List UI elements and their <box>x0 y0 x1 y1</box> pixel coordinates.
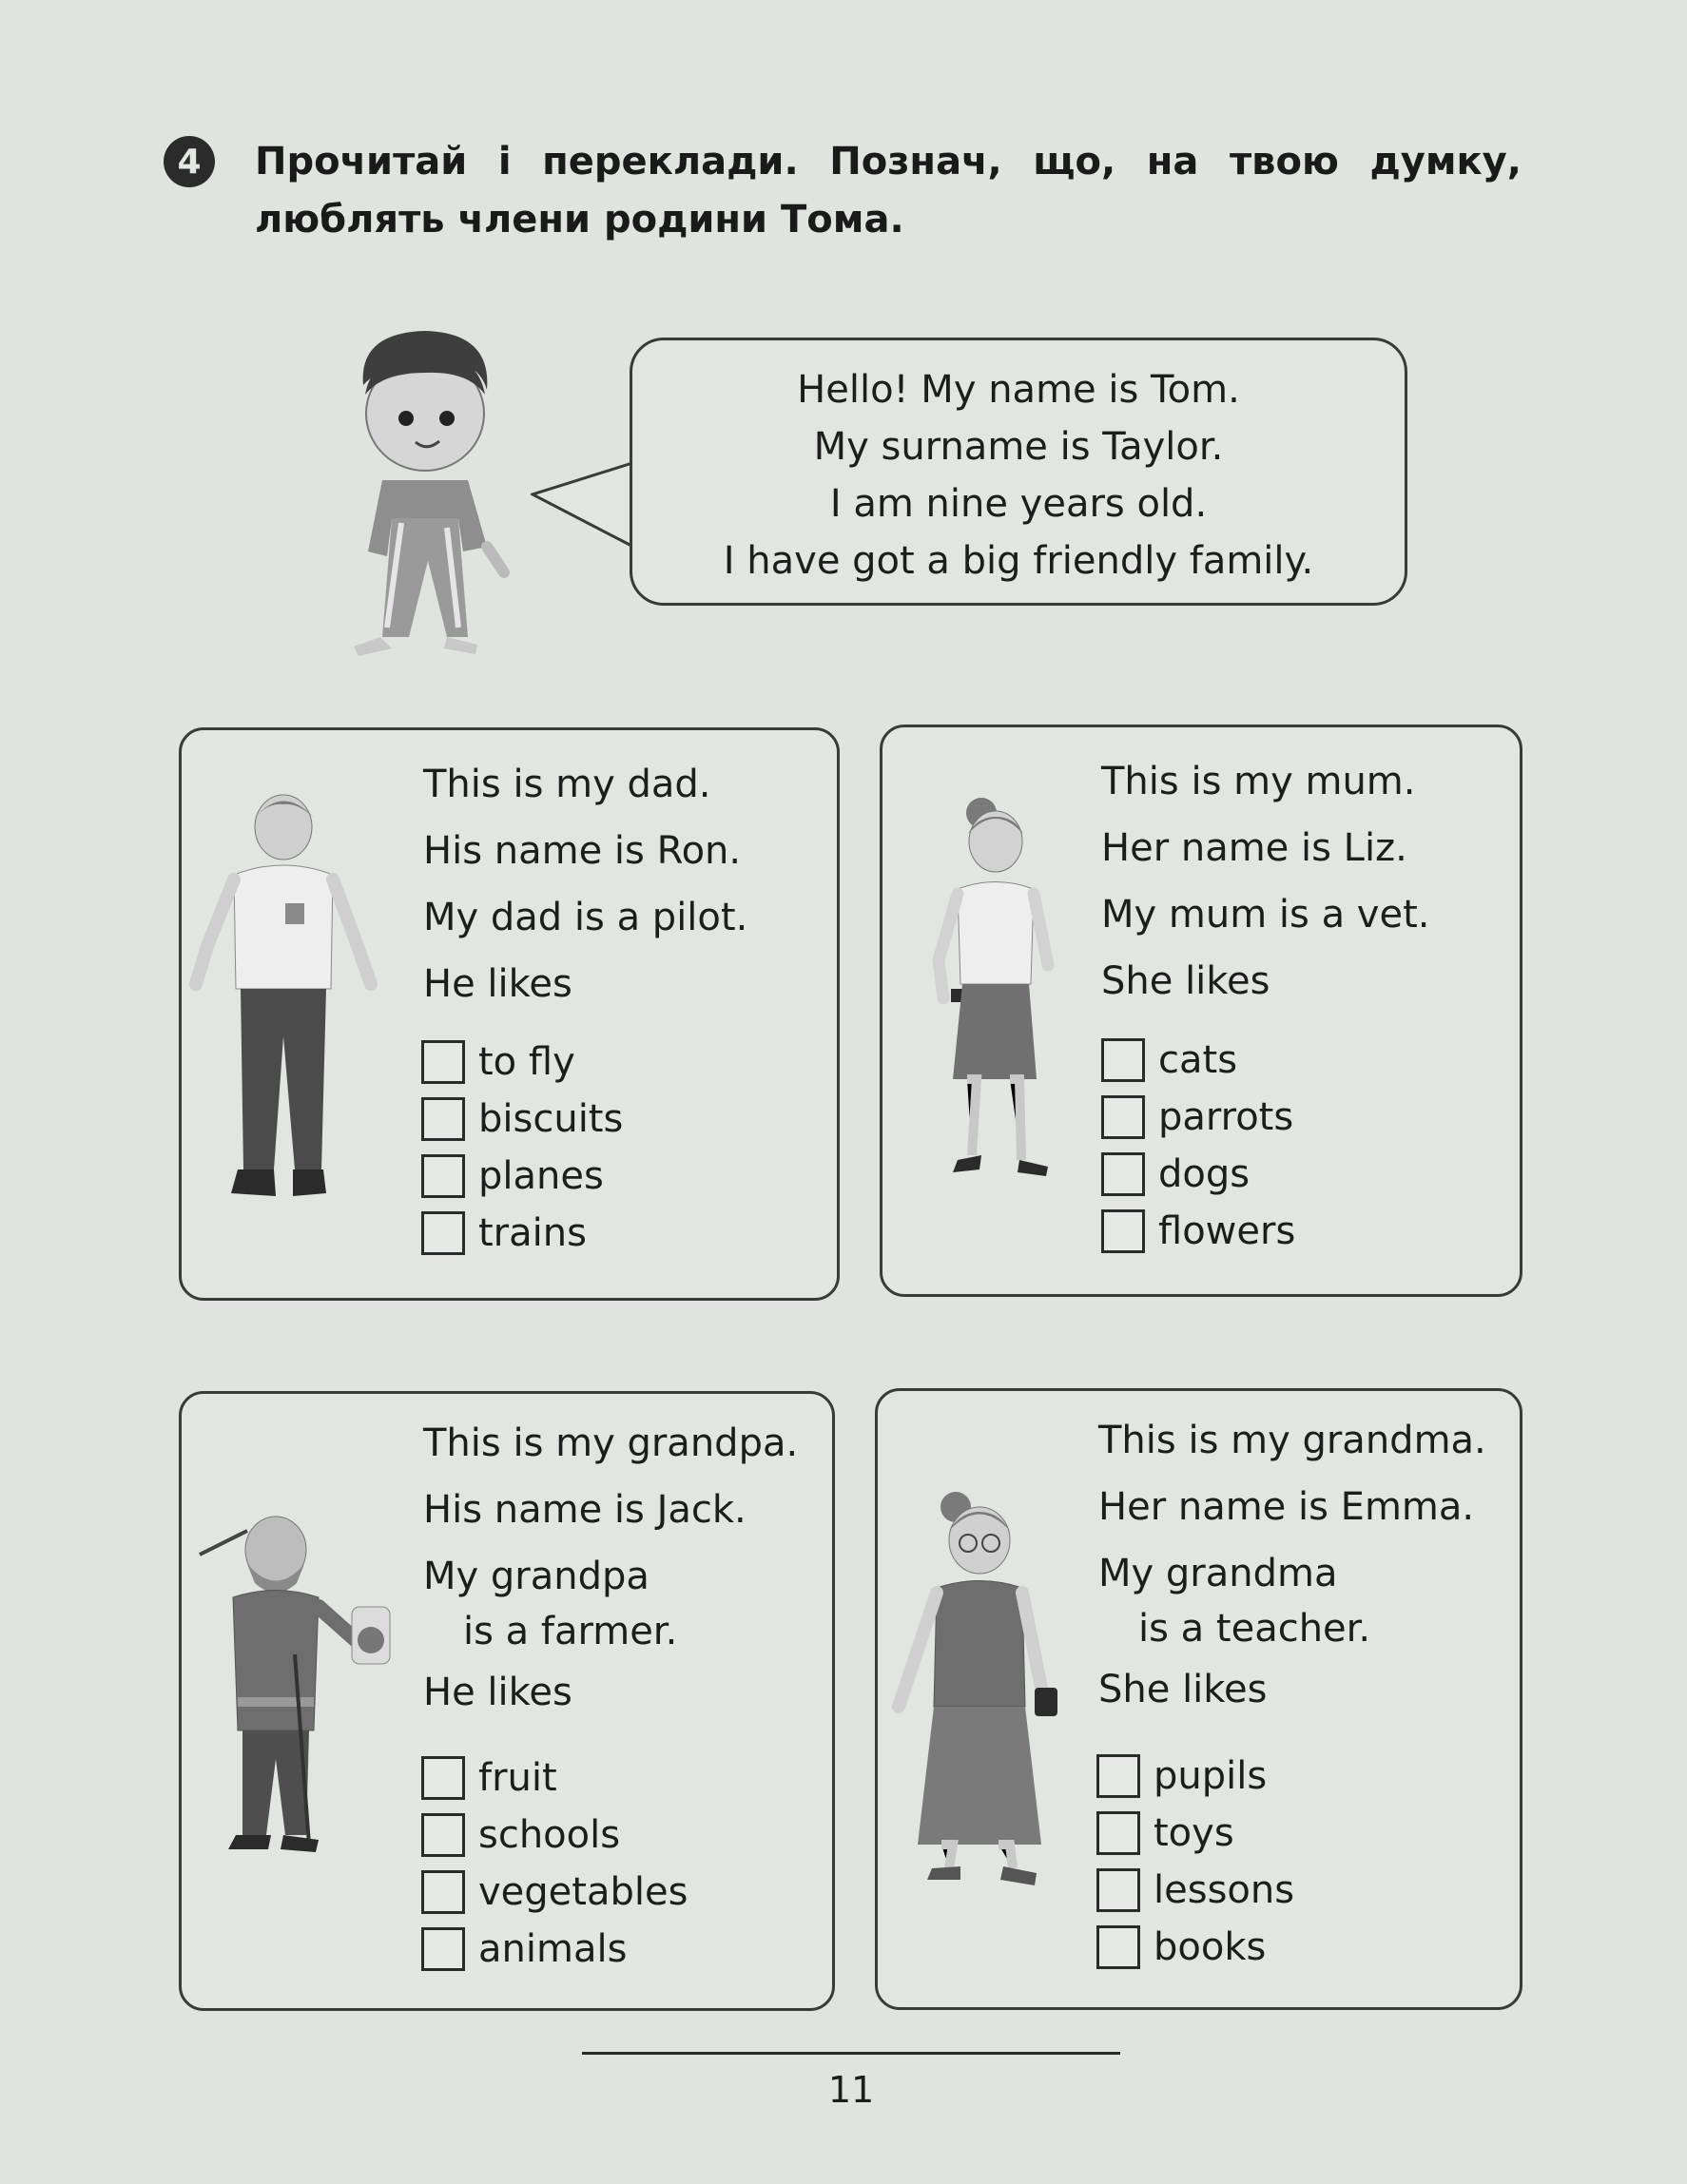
instruction-word: що, <box>1033 140 1116 184</box>
intro-line: I am nine years old. <box>829 482 1208 526</box>
checkbox[interactable] <box>421 1097 465 1141</box>
checkbox[interactable] <box>1101 1209 1145 1253</box>
intro-line: Hello! My name is Tom. <box>797 368 1240 412</box>
grandma-line: This is my grandma. <box>1098 1419 1486 1462</box>
intro-line: I have got a big friendly family. <box>723 539 1314 583</box>
option-label: flowers <box>1158 1209 1296 1253</box>
checkbox[interactable] <box>421 1927 465 1971</box>
grandma-line: She likes <box>1098 1668 1268 1711</box>
dad-line: This is my dad. <box>423 763 711 806</box>
instruction-word: Прочитай <box>255 140 468 184</box>
dad-options <box>421 1034 623 1262</box>
instruction-line-2: люблять члени родини Тома. <box>255 198 904 242</box>
option-dogs[interactable] <box>1101 1146 1295 1203</box>
checkbox[interactable] <box>1096 1811 1140 1855</box>
option-label: toys <box>1154 1811 1234 1855</box>
instruction-line-1 <box>255 133 1522 191</box>
grandpa-line: His name is Jack. <box>423 1488 747 1532</box>
dad-illustration <box>188 789 378 1208</box>
grandpa-line: He likes <box>423 1671 572 1714</box>
instruction-word: і <box>497 140 512 184</box>
option-schools[interactable] <box>421 1807 688 1864</box>
mum-line: My mum is a vet. <box>1101 893 1430 937</box>
option-flowers[interactable] <box>1101 1203 1295 1260</box>
grandma-text <box>1098 1407 1486 1723</box>
option-label: trains <box>478 1211 587 1255</box>
checkbox[interactable] <box>421 1154 465 1198</box>
instruction-word: на <box>1146 140 1199 184</box>
instruction-word: Познач, <box>829 140 1002 184</box>
mum-line: This is my mum. <box>1101 760 1416 803</box>
checkbox[interactable] <box>421 1756 465 1800</box>
option-label: planes <box>478 1154 604 1198</box>
instruction-word: твою <box>1230 140 1339 184</box>
grandpa-text <box>423 1410 798 1726</box>
grandpa-illustration <box>190 1512 399 1864</box>
intro-line: My surname is Taylor. <box>813 425 1224 469</box>
task-instruction <box>255 133 1522 249</box>
mum-line: Her name is Liz. <box>1101 826 1407 870</box>
footer-rule <box>582 2052 1120 2055</box>
checkbox[interactable] <box>421 1040 465 1084</box>
option-vegetables[interactable] <box>421 1864 688 1921</box>
option-label: to fly <box>478 1040 575 1084</box>
checkbox[interactable] <box>1096 1754 1140 1798</box>
option-lessons[interactable] <box>1096 1862 1294 1919</box>
option-books[interactable] <box>1096 1919 1294 1976</box>
grandma-options <box>1096 1748 1294 1976</box>
option-label: books <box>1154 1925 1267 1969</box>
dad-text <box>423 751 747 1017</box>
checkbox[interactable] <box>1101 1095 1145 1139</box>
checkbox[interactable] <box>1101 1152 1145 1196</box>
grandma-line: Her name is Emma. <box>1098 1485 1475 1529</box>
tom-boy-illustration <box>335 323 539 670</box>
option-biscuits[interactable] <box>421 1091 623 1148</box>
checkbox[interactable] <box>1101 1038 1145 1082</box>
checkbox[interactable] <box>421 1813 465 1857</box>
option-toys[interactable] <box>1096 1805 1294 1862</box>
checkbox[interactable] <box>421 1870 465 1914</box>
grandpa-line: is a farmer. <box>463 1610 678 1653</box>
page-number: 11 <box>827 2069 875 2111</box>
option-label: fruit <box>478 1756 557 1800</box>
option-label: schools <box>478 1813 621 1857</box>
instruction-word: думку, <box>1369 140 1522 184</box>
option-trains[interactable] <box>421 1205 623 1262</box>
dad-line: His name is Ron. <box>423 829 742 873</box>
option-label: dogs <box>1158 1152 1251 1196</box>
option-planes[interactable] <box>421 1148 623 1205</box>
checkbox[interactable] <box>421 1211 465 1255</box>
instruction-word: переклади. <box>542 140 799 184</box>
option-parrots[interactable] <box>1101 1089 1295 1146</box>
mum-text <box>1101 748 1429 1015</box>
option-label: parrots <box>1158 1095 1294 1139</box>
grandpa-line: My grandpa <box>423 1555 650 1598</box>
task-number-badge: 4 <box>164 136 215 187</box>
option-to-fly[interactable] <box>421 1034 623 1091</box>
mum-line: She likes <box>1101 959 1270 1003</box>
option-fruit[interactable] <box>421 1749 688 1807</box>
mum-options <box>1101 1032 1295 1260</box>
dad-line: My dad is a pilot. <box>423 896 748 939</box>
grandma-illustration <box>884 1488 1065 1897</box>
grandpa-options <box>421 1749 688 1978</box>
option-label: pupils <box>1154 1754 1268 1798</box>
checkbox[interactable] <box>1096 1868 1140 1912</box>
mum-illustration <box>924 794 1067 1193</box>
option-label: animals <box>478 1927 628 1971</box>
checkbox[interactable] <box>1096 1925 1140 1969</box>
option-pupils[interactable] <box>1096 1748 1294 1805</box>
grandpa-line: This is my grandpa. <box>423 1421 799 1465</box>
grandma-line: My grandma <box>1098 1552 1338 1595</box>
option-cats[interactable] <box>1101 1032 1295 1089</box>
dad-line: He likes <box>423 962 572 1006</box>
option-label: cats <box>1158 1038 1238 1082</box>
option-label: biscuits <box>478 1097 624 1141</box>
option-label: lessons <box>1154 1868 1295 1912</box>
option-label: vegetables <box>478 1870 688 1914</box>
option-animals[interactable] <box>421 1921 688 1978</box>
grandma-line: is a teacher. <box>1138 1607 1371 1651</box>
speech-bubble-text <box>630 361 1407 589</box>
speech-bubble-tail <box>531 456 635 551</box>
